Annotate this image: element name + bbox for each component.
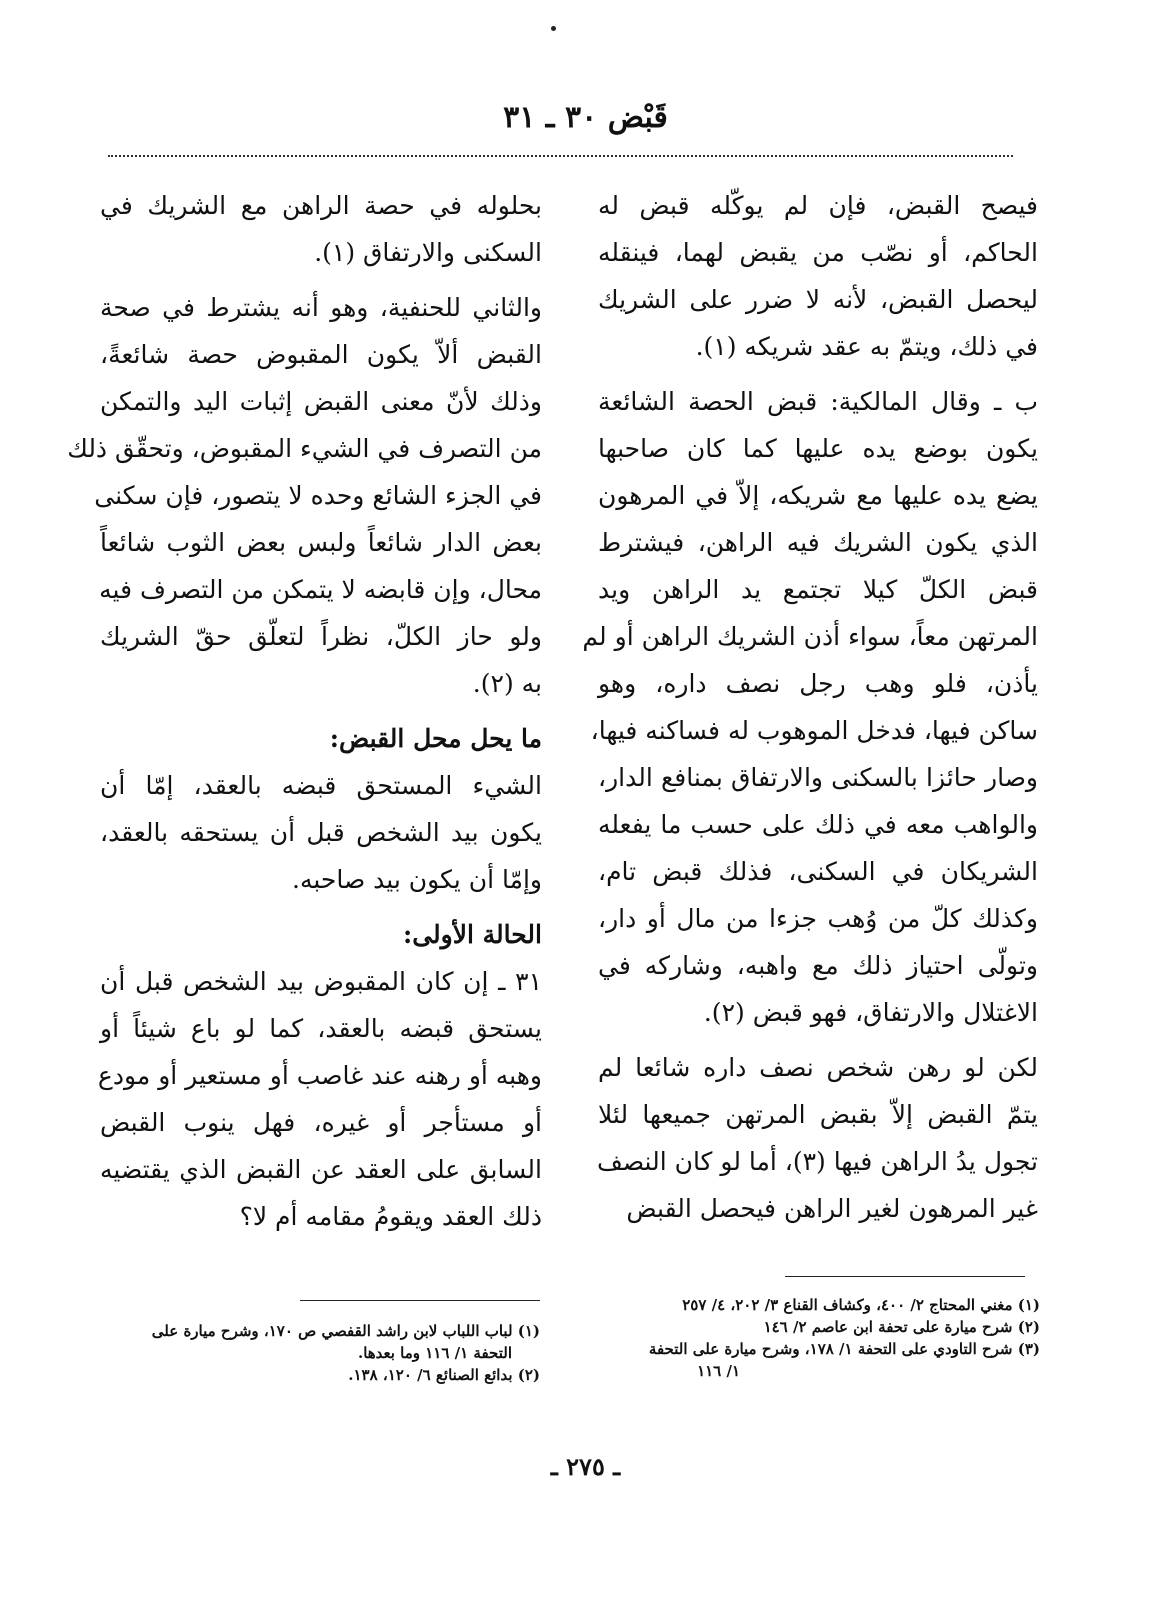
text-line: قبض الكلّ كيلا تجتمع يد الراهن ويد (598, 575, 1038, 604)
text-line: الذي يكون الشريك فيه الراهن، فيشترط (598, 528, 1038, 557)
page-number: ـ ٢٧٥ ـ (550, 1452, 621, 1481)
text-line: لكن لو رهن شخص نصف داره شائعا لم (598, 1053, 1038, 1082)
text-line: يكون بوضع يده عليها كما كان صاحبها (598, 434, 1038, 463)
section-heading: الحالة الأولى: (402, 920, 542, 949)
text-line: تجول يدُ الراهن فيها (٣)، أما لو كان النصف (596, 1147, 1038, 1176)
text-line: غير المرهون لغير الراهن فيحصل القبض (626, 1194, 1038, 1223)
text-line: الشيء المستحق قبضه بالعقد، إمّا أن (100, 771, 542, 800)
text-line: يكون بيد الشخص قبل أن يستحقه بالعقد، (100, 818, 542, 847)
right-column (582, 182, 1038, 1232)
footnote: التحفة ١/ ١١٦ وما بعدها. (357, 1344, 512, 1362)
text-line: والثاني للحنفية، وهو أنه يشترط في صحة (100, 293, 542, 322)
left-column (67, 182, 542, 1240)
footnote: (٢) شرح ميارة على تحفة ابن عاصم ٢/ ١٤٦ (763, 1318, 1040, 1336)
text-line: وصار حائزا بالسكنى والارتفاق بمنافع الدار، (598, 763, 1038, 792)
footnote: (٣) شرح التاودي على التحفة ١/ ١٧٨، وشرح ميارة على التحفة (648, 1340, 1040, 1358)
text-line: يستحق قبضه بالعقد، كما لو باع شيئاً أو (100, 1014, 542, 1043)
text-line: بعض الدار شائعاً ولبس بعض الثوب شائعاً (100, 528, 542, 557)
footnote: (١) لباب اللباب لابن راشد القفصي ص ١٧٠، وشرح ميارة على (151, 1322, 540, 1340)
text-line: من التصرف في الشيء المقبوض، وتحقّق ذلك (67, 434, 542, 463)
text-line: فيصح القبض، فإن لم يوكّله قبض له (598, 191, 1038, 220)
text-line: به (٢). (472, 669, 542, 698)
text-line: وتولّى احتياز ذلك مع واهبه، وشاركه في (598, 951, 1038, 980)
text-line: أو مستأجر أو غيره، فهل ينوب القبض (100, 1108, 542, 1137)
footnote-rule-left (300, 1300, 540, 1301)
footnotes-left (100, 1320, 540, 1386)
section-heading: ما يحل محل القبض: (329, 724, 542, 753)
text-line: المرتهن معاً، سواء أذن الشريك الراهن أو لم (582, 622, 1038, 651)
footnote: (١) مغني المحتاج ٢/ ٤٠٠، وكشاف القناع ٣/ ٢٠٢، ٤/ ٢٥٧ (682, 1296, 1040, 1314)
text-line: الشريكان في السكنى، فذلك قبض تام، (598, 857, 1038, 886)
header-dotted-rule (108, 155, 1013, 157)
text-line: السابق على العقد عن القبض الذي يقتضيه (100, 1155, 542, 1184)
footnote-rule-right (785, 1276, 1025, 1277)
text-line: الحاكم، أو نصّب من يقبض لهما، فينقله (598, 238, 1038, 267)
text-line: وكذلك كلّ من وُهب جزءا من مال أو دار، (598, 904, 1038, 933)
text-line: وهبه أو رهنه عند غاصب أو مستعير أو مودع (97, 1061, 542, 1090)
text-line: ولو حاز الكلّ، نظراً لتعلّق حقّ الشريك (100, 622, 542, 651)
text-line: ليحصل القبض، لأنه لا ضرر على الشريك (598, 285, 1038, 314)
text-line: يضع يده عليها مع شريكه، إلاّ في المرهون (598, 481, 1038, 510)
text-line: الاغتلال والارتفاق، فهو قبض (٢). (703, 998, 1038, 1027)
page-speck (551, 26, 556, 31)
text-line: يأذن، فلو وهب رجل نصف داره، وهو (598, 669, 1038, 698)
text-line: في الجزء الشائع وحده لا يتصور، فإن سكنى (94, 481, 542, 510)
text-line: محال، وإن قابضه لا يتمكن من التصرف فيه (99, 575, 542, 604)
page-header-title: قَبْض ٣٠ ـ ٣١ (503, 100, 668, 135)
text-line: السكنى والارتفاق (١). (314, 238, 542, 267)
footnote: ١/ ١١٦ (697, 1362, 740, 1380)
footnotes-right (600, 1294, 1040, 1382)
text-line: يتمّ القبض إلاّ بقبض المرتهن جميعها لئلا (598, 1100, 1038, 1129)
text-line: القبض ألاّ يكون المقبوض حصة شائعةً، (100, 340, 542, 369)
text-line: ٣١ ـ إن كان المقبوض بيد الشخص قبل أن (100, 967, 542, 996)
text-line: ساكن فيها، فدخل الموهوب له فساكنه فيها، (590, 716, 1038, 745)
text-line: والواهب معه في ذلك على حسب ما يفعله (598, 810, 1038, 839)
text-line: وإمّا أن يكون بيد صاحبه. (292, 865, 542, 894)
text-line: في ذلك، ويتمّ به عقد شريكه (١). (695, 332, 1038, 361)
text-line: ب ـ وقال المالكية: قبض الحصة الشائعة (598, 387, 1038, 416)
footnote: (٢) بدائع الصنائع ٦/ ١٢٠، ١٣٨. (348, 1366, 540, 1384)
text-line: بحلوله في حصة الراهن مع الشريك في (100, 191, 542, 220)
text-line: وذلك لأنّ معنى القبض إثبات اليد والتمكن (100, 387, 542, 416)
text-line: ذلك العقد ويقومُ مقامه أم لا؟ (239, 1202, 542, 1231)
